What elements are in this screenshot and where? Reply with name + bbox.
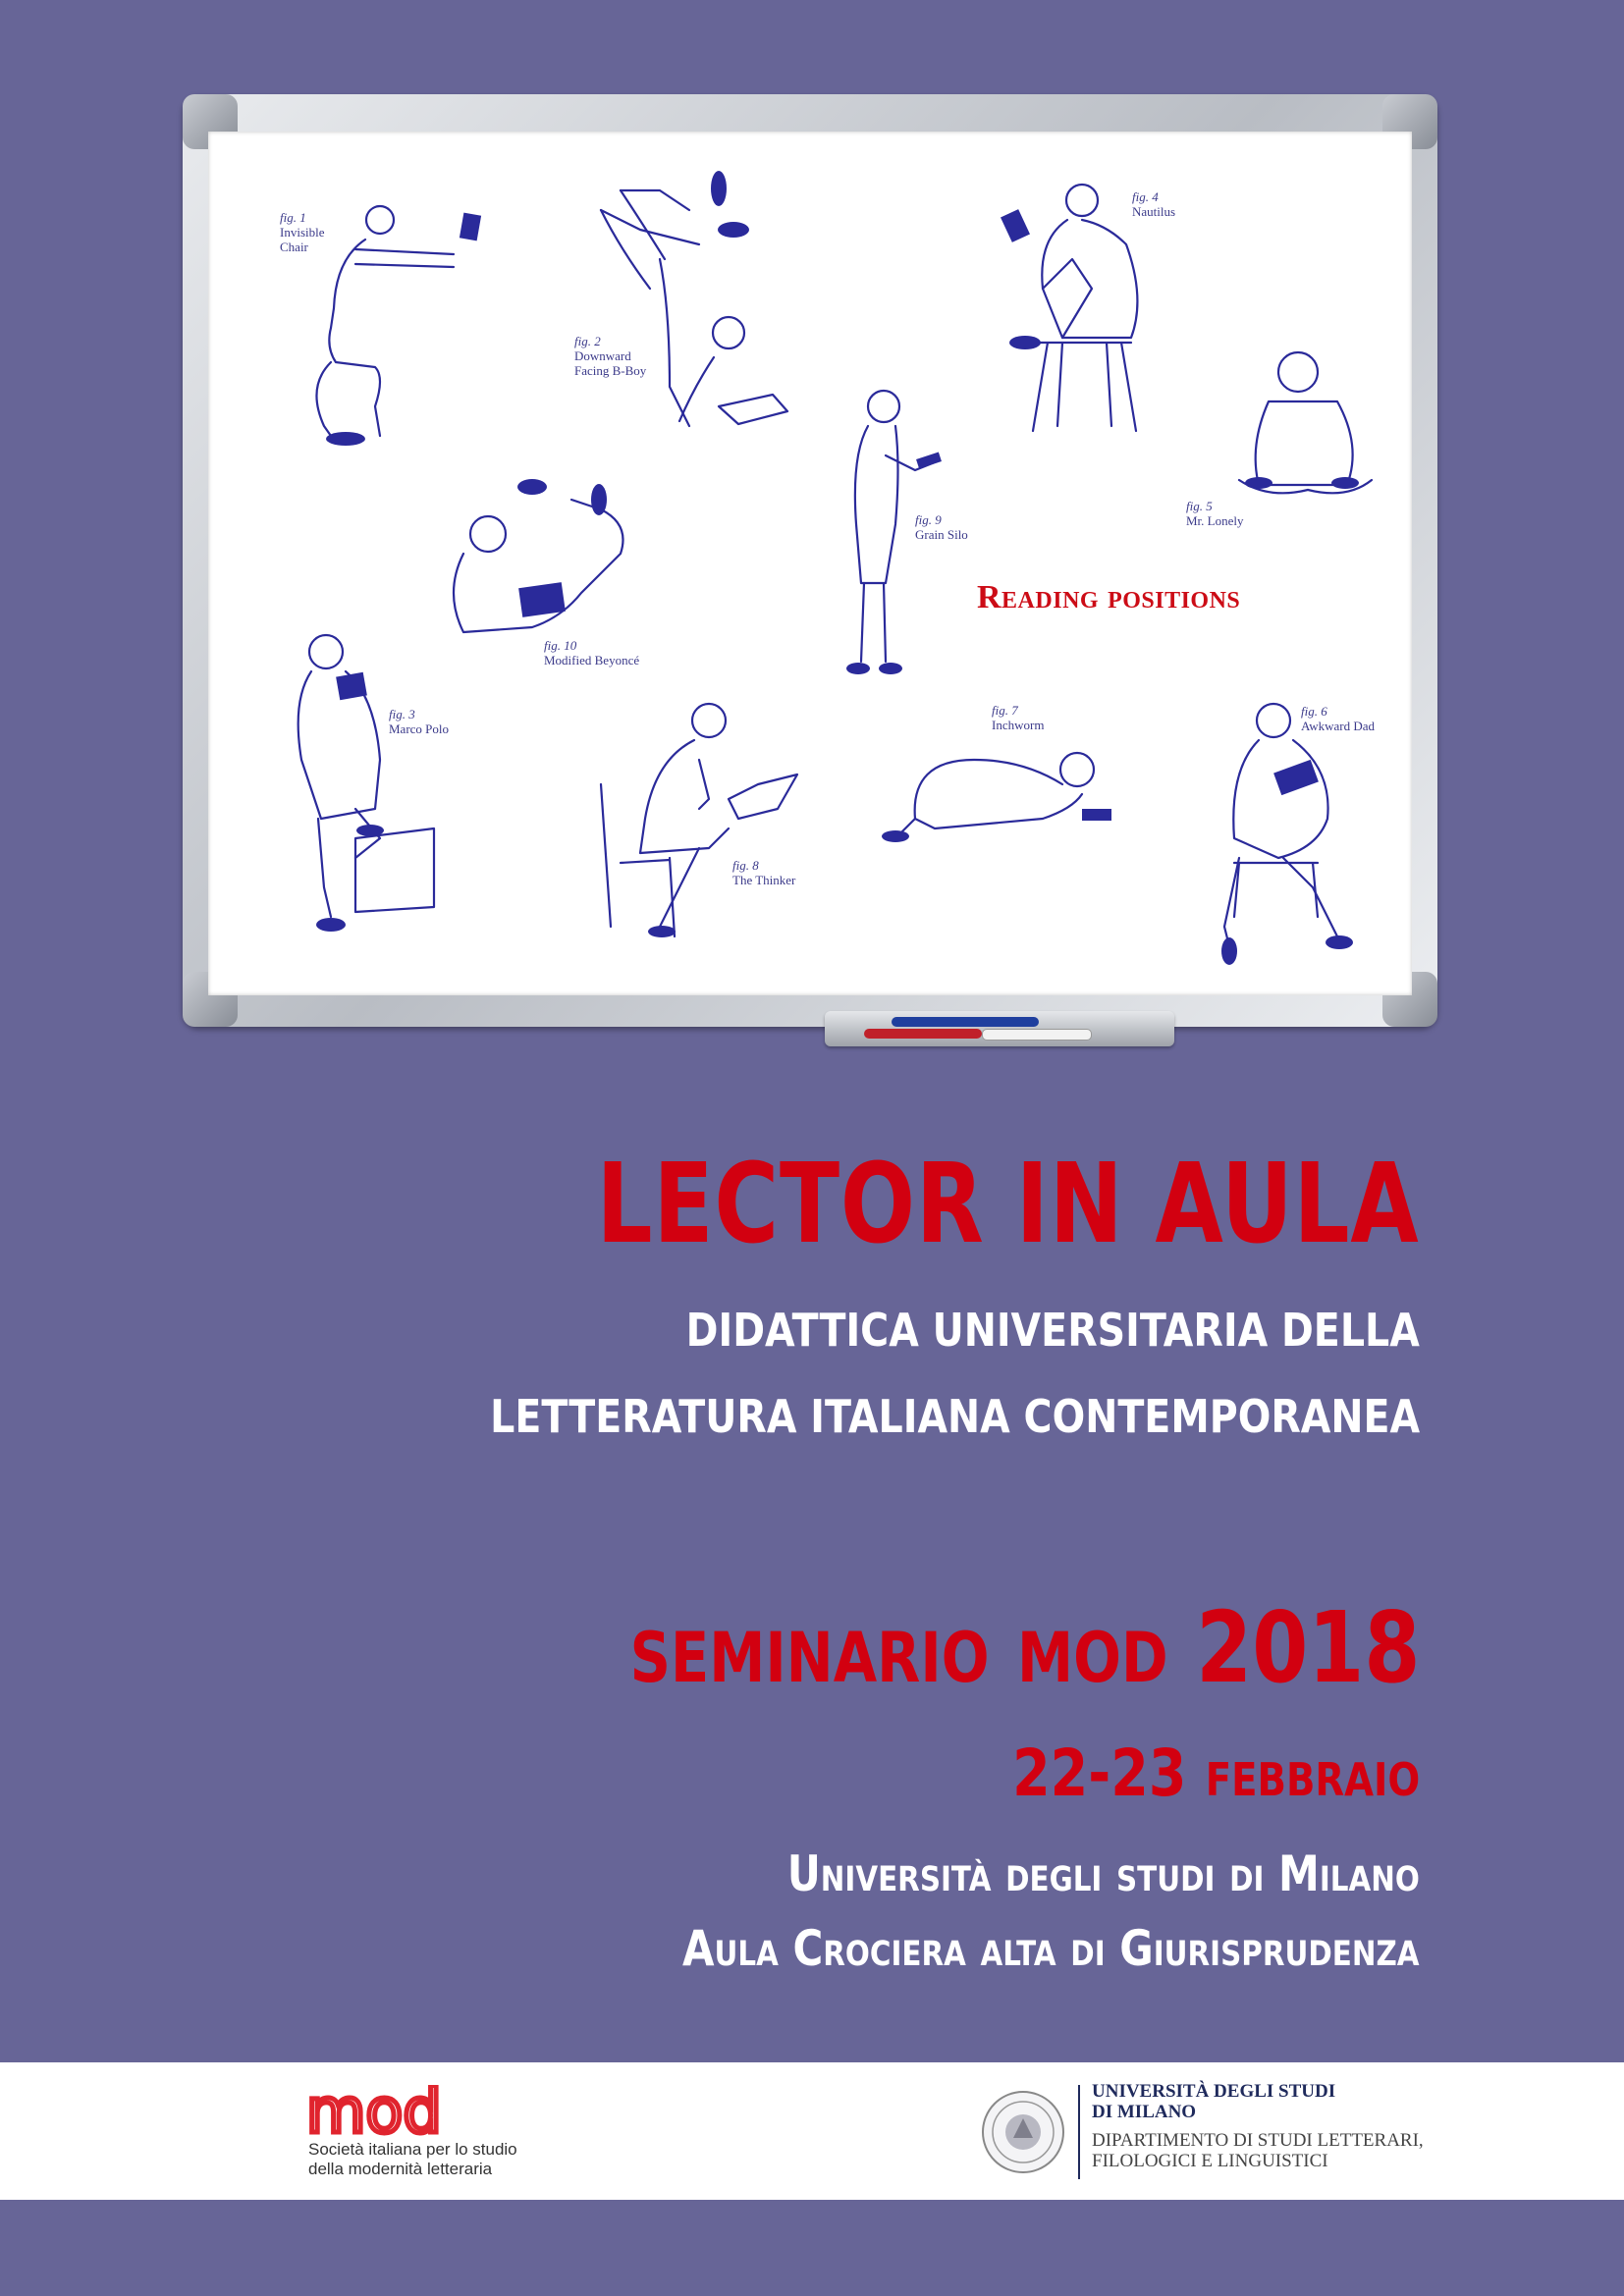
figure-caption: fig. 1 Invisible Chair [280,210,325,254]
figure-caption: fig. 9 Grain Silo [915,512,968,542]
marker-tray [825,1011,1174,1046]
red-marker [864,1029,982,1039]
event-subtitle-line2: LETTERATURA ITALIANA CONTEMPORANEA [490,1390,1420,1443]
university-seal-icon [980,2089,1066,2175]
figure-marco-polo [298,635,434,932]
figure-caption: fig. 8 The Thinker [732,858,796,887]
mod-logo-text: mod [306,2085,442,2140]
event-dates: 22-23 febbraio [1011,1735,1420,1811]
figure-awkward-dad [1221,704,1353,965]
footer-divider [1078,2085,1080,2179]
event-subtitle-line1: DIDATTICA UNIVERSITARIA DELLA [685,1304,1420,1357]
figure-invisible-chair [316,206,481,446]
reading-positions-title: Reading positions [977,579,1241,615]
figure-caption: fig. 2 Downward Facing B-Boy [574,334,647,378]
event-title: LECTOR IN AULA [596,1141,1420,1268]
figure-caption: fig. 6 Awkward Dad [1301,704,1375,733]
seminar-title: seminario mod 2018 [629,1590,1420,1705]
venue-line1: Università degli studi di Milano [786,1845,1420,1902]
figure-the-thinker [601,704,797,937]
figure-nautilus [1001,185,1137,431]
figure-caption: fig. 3 Marco Polo [389,707,450,736]
figure-inchworm [882,753,1111,842]
figure-b-boy [601,171,787,426]
mod-tagline-line1: Società italiana per lo studio [308,2140,517,2159]
department-line2: FILOLOGICI E LINGUISTICI [1092,2151,1328,2171]
department-line1: DIPARTIMENTO DI STUDI LETTERARI, [1092,2130,1424,2151]
mod-logo [306,2085,473,2140]
figure-modified-beyonce [454,479,623,632]
figure-caption: fig. 7 Inchworm [992,703,1045,732]
university-name-line1: UNIVERSITÀ DEGLI STUDI [1092,2081,1336,2102]
figure-caption: fig. 4 Nautilus [1132,189,1176,219]
figure-caption: fig. 10 Modified Beyoncé [544,638,640,667]
white-marker [982,1029,1092,1041]
university-name-line2: DI MILANO [1092,2102,1197,2122]
mod-tagline-line2: della modernità letteraria [308,2160,493,2178]
figure-caption: fig. 5 Mr. Lonely [1186,499,1244,528]
figure-mr-lonely [1239,352,1372,493]
venue-line2: Aula Crociera alta di Giurisprudenza [682,1920,1420,1977]
blue-marker [892,1017,1039,1027]
reading-figures-illustration [208,132,1412,995]
